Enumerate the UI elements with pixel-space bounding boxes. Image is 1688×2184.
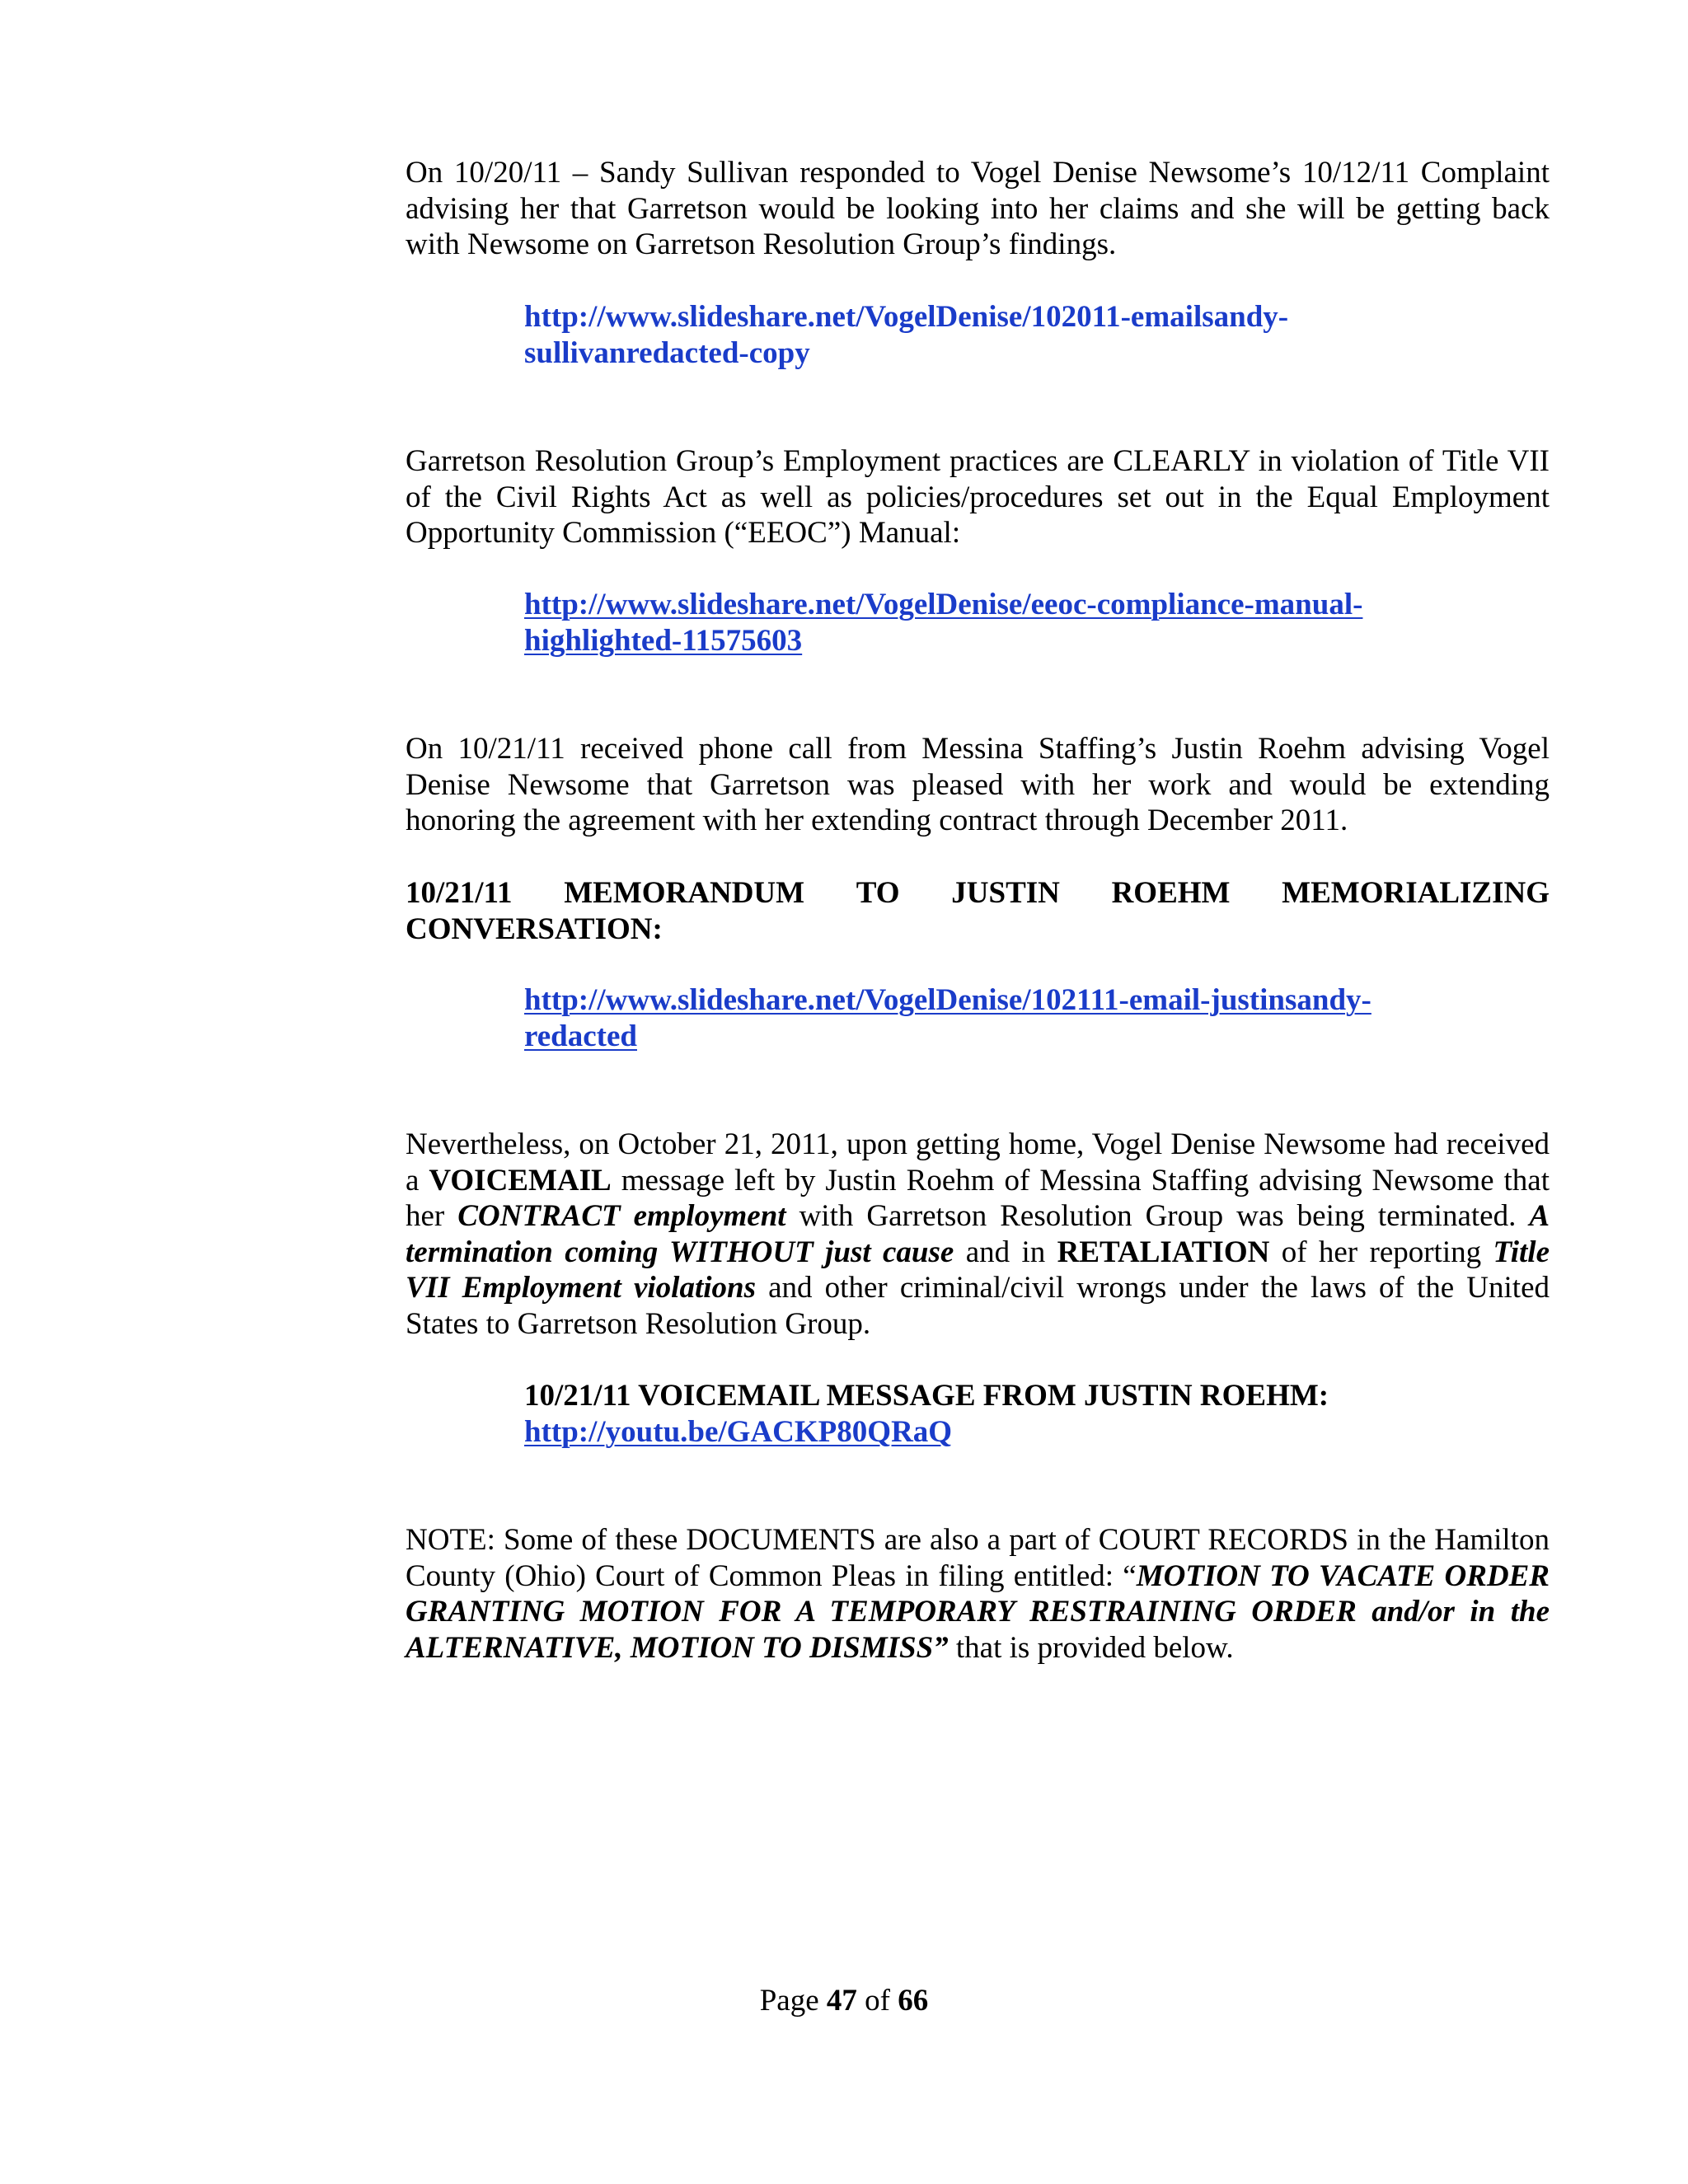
paragraph-sullivan-response: On 10/20/11 – Sandy Sullivan responded to Vogel Denise Newsome’s 10/12/11 Complaint advising her that Garretson would be looking into her claims and she will be getting back with Newsome on Garretson Resolution Group’s findings. [406, 156, 1550, 261]
link-line-1[interactable]: http://www.slideshare.net/VogelDenise/102011-emailsandy- [524, 300, 1289, 334]
link-line-1[interactable]: http://www.slideshare.net/VogelDenise/eeoc-compliance-manual- [524, 588, 1363, 621]
link-line-1[interactable]: http://www.slideshare.net/VogelDenise/102111-email-justinsandy- [524, 983, 1372, 1017]
memo-word: 10/21/11 [406, 876, 513, 910]
youtube-link[interactable]: http://youtu.be/GACKP80QRaQ [524, 1414, 953, 1449]
memo-word: TO [856, 876, 900, 910]
paragraph-employment-practices: Garretson Resolution Group’s Employment practices are CLEARLY in violation of Title VII of the Civil Rights Act as well as policies/procedures set out in the Equal Employment Opportunity Commission (“EEOC”) Manual: [406, 444, 1550, 550]
motion-title-emphasis: MOTION TO VACATE ORDER GRANTING MOTION FOR A TEMPORARY RESTRAINING ORDER and/or in the ALTERNATIVE, MOTION TO DISMISS” [406, 1558, 1550, 1665]
memorandum-heading [406, 875, 1550, 947]
title-vii-emphasis: Title VII Employment violations [406, 1235, 1550, 1305]
memo-word: ROEHM [1111, 876, 1231, 910]
paragraph-phone-call: On 10/21/11 received phone call from Messina Staffing’s Justin Roehm advising Vogel Denise Newsome that Garretson was pleased with her work and would be extending honoring the agreement with her extending contract through December 2011. [406, 732, 1550, 837]
termination-emphasis: A termination coming WITHOUT just cause [406, 1199, 1550, 1269]
paragraph-court-records-note: NOTE: Some of these DOCUMENTS are also a part of COURT RECORDS in the Hamilton County (Ohio) Court of Common Pleas in filing entitled: “MOTION TO VACATE ORDER GRANTING MOTION FOR A TEMPORARY RESTRAINING ORDER and/or in the ALTERNATIVE, MOTION TO DISMISS” that is provided below. [406, 1523, 1550, 1665]
memo-word: MEMORANDUM [564, 876, 805, 910]
memorandum-heading-line-1 [406, 875, 1550, 912]
contract-employment-emphasis: CONTRACT employment [457, 1199, 786, 1233]
slideshare-link-eeoc-manual[interactable] [524, 587, 1530, 658]
memorandum-heading-line-2: CONVERSATION: [406, 912, 663, 946]
retaliation-emphasis: RETALIATION [1057, 1235, 1270, 1269]
slideshare-link-justin-email[interactable] [524, 982, 1530, 1054]
voicemail-heading: 10/21/11 VOICEMAIL MESSAGE FROM JUSTIN ROEHM: [524, 1379, 1329, 1413]
voicemail-section [524, 1378, 1530, 1450]
voicemail-emphasis: VOICEMAIL [429, 1163, 612, 1197]
paragraph-voicemail-termination: Nevertheless, on October 21, 2011, upon getting home, Vogel Denise Newsome had received a VOICEMAIL message left by Justin Roehm of Messina Staffing advising Newsome that her CONTRACT employment with Garretson Resolution Group was being terminated. A termination coming WITHOUT just cause and in RETALIATION of her reporting Title VII Employment violations and other criminal/civil wrongs under the laws of the United States to Garretson Resolution Group. [406, 1127, 1550, 1341]
memo-word: MEMORIALIZING [1282, 876, 1550, 910]
link-line-2[interactable]: sullivanredacted-copy [524, 335, 810, 370]
current-page-number: 47 [826, 1984, 857, 2018]
memo-word: JUSTIN [951, 876, 1060, 910]
total-page-count: 66 [898, 1984, 929, 2018]
link-line-2[interactable]: highlighted-11575603 [524, 623, 803, 658]
page-number-footer: Page 47 of 66 [759, 1984, 929, 2018]
link-line-2[interactable]: redacted [524, 1019, 637, 1053]
slideshare-link-sullivan[interactable] [524, 299, 1530, 371]
